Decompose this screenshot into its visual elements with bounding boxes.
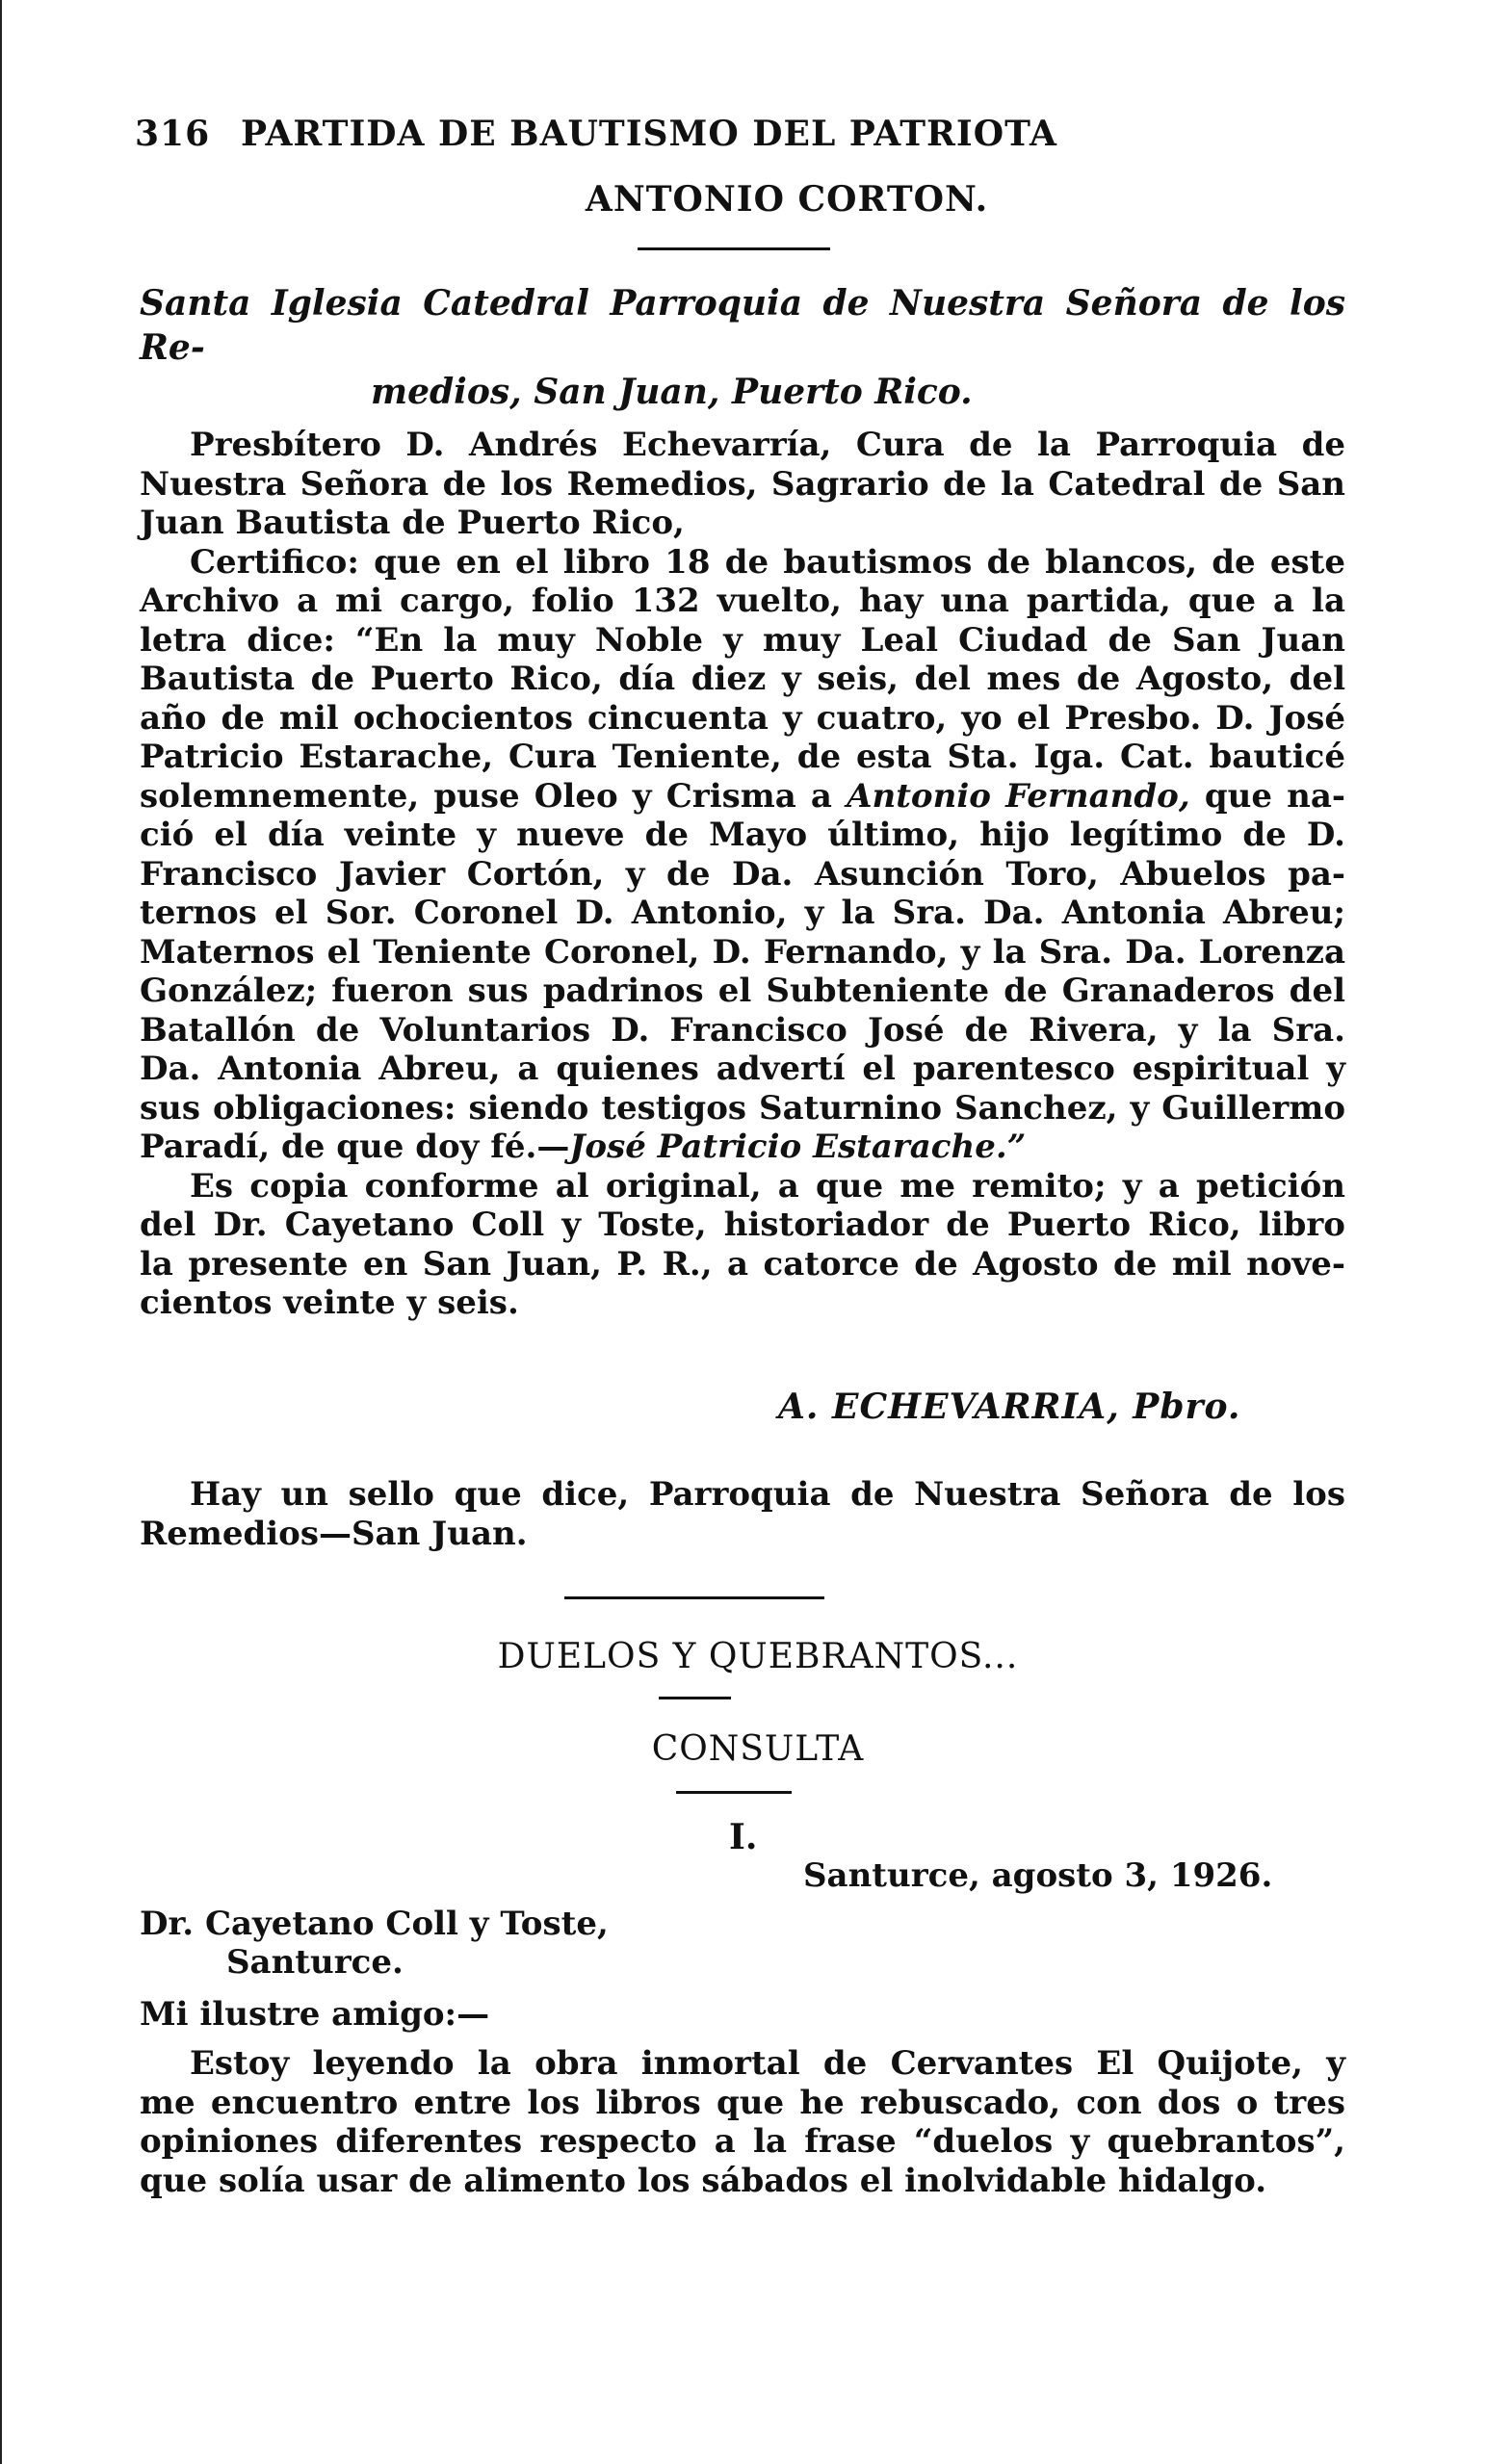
title-rule [638,247,830,250]
certificate-line: Certifico: que en el libro 18 de bautismos de blancos, de este [190,542,1345,582]
certificate-line: Nuestra Señora de los Remedios, Sagrario de la Catedral de San [140,464,1345,504]
parish-heading-line1: Santa Iglesia Catedral Parroquia de Nuestra Señora de los Re- [140,283,1345,368]
baptized-name: Antonio Fernando, [847,776,1190,816]
certificate-text [140,426,1345,1323]
certificate-line: del Dr. Cayetano Coll y Toste, historiador de Puerto Rico, libro [140,1206,1345,1244]
certificate-line-start: solemnemente, puse Oleo y Crisma a [140,776,832,816]
salutation: Mi ilustre amigo:— [140,1995,490,2034]
certificate-line-start: Paradí, de que doy fé.— [140,1128,570,1166]
seal-note [140,1475,1345,1553]
subheading-rule [676,1791,792,1794]
parish-heading [140,281,1345,414]
seal-line: Remedios—San Juan. [140,1514,528,1553]
section-rule [564,1596,824,1599]
letter-line: me encuentro entre los libros que he rebuscado, con dos o tres [140,2083,1345,2122]
certificate-line: Patricio Estarache, Cura Teniente, de esta Sta. Iga. Cat. bauticé [140,738,1345,776]
certificate-line: Maternos el Teniente Coronel, D. Fernando, y la Sra. Da. Lorenza [140,932,1345,972]
certificate-line: Batallón de Voluntarios D. Francisco José de Rivera, y la Sra. [140,1010,1345,1050]
running-header [135,114,1348,154]
certificate-line: año de mil ochocientos cincuenta y cuatro, yo el Presbo. D. José [140,698,1345,738]
certificate-line-end: que na- [1204,776,1345,816]
letter-line: que solía usar de alimento los sábados el inolvidable hidalgo. [140,2161,1267,2200]
letter-text [140,2044,1345,2200]
addressee-name: Dr. Cayetano Coll y Toste, [140,1905,609,1943]
heading-rule [659,1697,731,1699]
page-number: 316 [135,114,211,154]
certificate-line: Archivo a mi cargo, folio 132 vuelto, hay una partida, que a la [140,582,1345,620]
seal-line: Hay un sello que dice, Parroquia de Nuestra Señora de los [190,1475,1345,1514]
certificate-line: González; fueron sus padrinos el Subteniente de Granaderos del [140,972,1345,1010]
certificate-line: Francisco Javier Cortón, y de Da. Asunción Toro, Abuelos pa- [140,854,1345,894]
parish-heading-line2: medios, San Juan, Puerto Rico. [371,372,973,412]
letter-line: Estoy leyendo la obra inmortal de Cervantes El Quijote, y [190,2044,1345,2083]
certificate-line: cientos veinte y seis. [140,1284,519,1322]
certificate-line: la presente en San Juan, P. R., a catorce de Agosto de mil nove- [140,1244,1345,1284]
certificate-line: sus obligaciones: siendo testigos Saturnino Sanchez, y Guillermo [140,1088,1345,1128]
signer-name: José Patricio Estarache.” [569,1128,1027,1166]
certificate-line: letra dice: “En la muy Noble y muy Leal Ciudad de San Juan [140,620,1345,660]
certificate-line: ció el día veinte y nueve de Mayo último, hijo legítimo de D. [140,816,1345,854]
article-title-line2: ANTONIO CORTON. [585,179,989,220]
certificate-line: Bautista de Puerto Rico, día diez y seis, del mes de Agosto, del [140,660,1345,698]
certificate-line: Juan Bautista de Puerto Rico, [140,504,685,542]
article-title-line1: PARTIDA DE BAUTISMO DEL PATRIOTA [241,114,1057,154]
certificate-line-with-name [140,777,1345,817]
signature: A. ECHEVARRIA, Pbro. [778,1387,1241,1427]
certificate-line: Es copia conforme al original, a que me remito; y a petición [190,1166,1345,1206]
section-heading: DUELOS Y QUEBRANTOS... [497,1637,1019,1676]
section-subheading: CONSULTA [651,1729,865,1769]
certificate-line: Presbítero D. Andrés Echevarría, Cura de la Parroquia de [190,426,1345,464]
addressee-place: Santurce. [226,1943,404,1982]
certificate-line: Da. Antonia Abreu, a quienes advertí el parentesco espiritual y [140,1050,1345,1088]
letter-line: opiniones diferentes respecto a la frase “duelos y quebrantos”, [140,2122,1345,2161]
certificate-line: ternos el Sor. Coronel D. Antonio, y la Sra. Da. Antonia Abreu; [140,894,1345,932]
letter-date: Santurce, agosto 3, 1926. [803,1856,1273,1895]
letter-number: I. [729,1817,758,1857]
certificate-line-with-signer [140,1128,1345,1167]
